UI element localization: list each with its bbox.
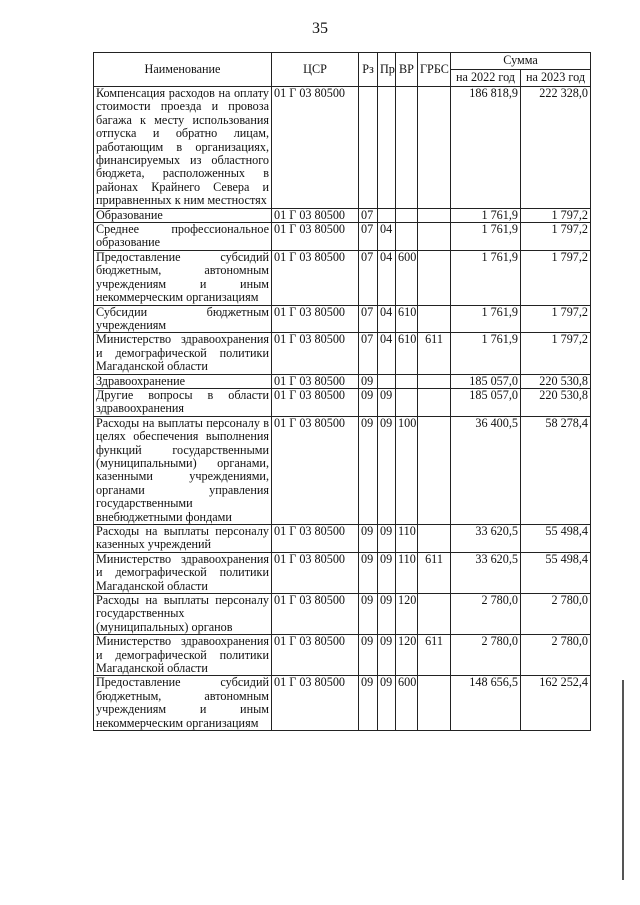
- row-vr: 100: [396, 416, 418, 524]
- row-rz: 09: [359, 525, 378, 553]
- row-pr: [378, 374, 396, 388]
- row-sum-2023: 58 278,4: [521, 416, 591, 524]
- row-sum-2022: 1 761,9: [451, 250, 521, 305]
- row-grbs: 611: [418, 333, 451, 374]
- row-name: Среднее профессиональное образование: [94, 223, 272, 251]
- row-sum-2023: 2 780,0: [521, 635, 591, 676]
- row-sum-2023: 55 498,4: [521, 525, 591, 553]
- row-sum-2022: 185 057,0: [451, 374, 521, 388]
- row-name: Образование: [94, 208, 272, 222]
- row-pr: 09: [378, 635, 396, 676]
- row-sum-2023: 162 252,4: [521, 676, 591, 731]
- row-pr: 09: [378, 552, 396, 593]
- row-rz: 07: [359, 208, 378, 222]
- table-row: [94, 635, 591, 676]
- row-vr: [396, 223, 418, 251]
- row-sum-2023: 1 797,2: [521, 208, 591, 222]
- header-vr: ВР: [396, 53, 418, 87]
- row-grbs: [418, 525, 451, 553]
- row-sum-2022: 1 761,9: [451, 305, 521, 333]
- row-csr: 01 Г 03 80500: [272, 250, 359, 305]
- header-csr: ЦСР: [272, 53, 359, 87]
- row-pr: 04: [378, 250, 396, 305]
- row-grbs: [418, 305, 451, 333]
- header-name: Наименование: [94, 53, 272, 87]
- row-sum-2022: 2 780,0: [451, 594, 521, 635]
- row-grbs: [418, 594, 451, 635]
- table-row: [94, 208, 591, 222]
- row-grbs: 611: [418, 552, 451, 593]
- row-name: Предоставление субсидий бюджетным, автономным учреждениям и иным некоммерческим организациям: [94, 250, 272, 305]
- row-sum-2023: 220 530,8: [521, 374, 591, 388]
- row-name: Предоставление субсидий бюджетным, автономным учреждениям и иным некоммерческим организациям: [94, 676, 272, 731]
- row-vr: [396, 87, 418, 209]
- row-name: Министерство здравоохранения и демографической политики Магаданской области: [94, 333, 272, 374]
- row-vr: [396, 388, 418, 416]
- row-rz: 09: [359, 388, 378, 416]
- row-sum-2023: 222 328,0: [521, 87, 591, 209]
- row-pr: 04: [378, 223, 396, 251]
- row-csr: 01 Г 03 80500: [272, 333, 359, 374]
- row-grbs: [418, 416, 451, 524]
- row-grbs: [418, 676, 451, 731]
- row-csr: 01 Г 03 80500: [272, 374, 359, 388]
- row-rz: 09: [359, 635, 378, 676]
- table-row: [94, 552, 591, 593]
- row-csr: 01 Г 03 80500: [272, 676, 359, 731]
- row-sum-2022: 1 761,9: [451, 333, 521, 374]
- row-csr: 01 Г 03 80500: [272, 223, 359, 251]
- row-rz: 09: [359, 374, 378, 388]
- row-sum-2023: 1 797,2: [521, 250, 591, 305]
- row-sum-2022: 185 057,0: [451, 388, 521, 416]
- row-sum-2023: 1 797,2: [521, 333, 591, 374]
- row-csr: 01 Г 03 80500: [272, 388, 359, 416]
- row-name: Субсидии бюджетным учреждениям: [94, 305, 272, 333]
- row-csr: 01 Г 03 80500: [272, 594, 359, 635]
- row-pr: 09: [378, 525, 396, 553]
- table-row: [94, 525, 591, 553]
- row-pr: 09: [378, 594, 396, 635]
- row-pr: 09: [378, 416, 396, 524]
- row-vr: 610: [396, 333, 418, 374]
- header-grbs: ГРБС: [418, 53, 451, 87]
- header-year-2023: на 2023 год: [521, 70, 591, 87]
- header-pr: Пр: [378, 53, 396, 87]
- row-csr: 01 Г 03 80500: [272, 208, 359, 222]
- row-vr: 600: [396, 676, 418, 731]
- row-rz: 09: [359, 552, 378, 593]
- row-csr: 01 Г 03 80500: [272, 416, 359, 524]
- header-year-2022: на 2022 год: [451, 70, 521, 87]
- table-row: [94, 87, 591, 209]
- row-sum-2022: 1 761,9: [451, 223, 521, 251]
- row-name: Министерство здравоохранения и демографической политики Магаданской области: [94, 635, 272, 676]
- row-rz: 07: [359, 333, 378, 374]
- page-number: 35: [312, 20, 328, 37]
- row-pr: 09: [378, 388, 396, 416]
- row-sum-2023: 55 498,4: [521, 552, 591, 593]
- row-name: Здравоохранение: [94, 374, 272, 388]
- table-row: [94, 250, 591, 305]
- row-pr: [378, 208, 396, 222]
- row-vr: [396, 374, 418, 388]
- table-row: [94, 333, 591, 374]
- row-csr: 01 Г 03 80500: [272, 635, 359, 676]
- row-grbs: [418, 250, 451, 305]
- row-pr: [378, 87, 396, 209]
- row-rz: 07: [359, 223, 378, 251]
- row-sum-2022: 148 656,5: [451, 676, 521, 731]
- row-sum-2023: 1 797,2: [521, 223, 591, 251]
- row-grbs: 611: [418, 635, 451, 676]
- row-rz: 09: [359, 676, 378, 731]
- row-sum-2023: 220 530,8: [521, 388, 591, 416]
- header-sum: Сумма: [451, 53, 591, 70]
- row-vr: 120: [396, 594, 418, 635]
- row-vr: 110: [396, 552, 418, 593]
- row-grbs: [418, 87, 451, 209]
- row-pr: 09: [378, 676, 396, 731]
- row-pr: 04: [378, 305, 396, 333]
- row-vr: 610: [396, 305, 418, 333]
- row-grbs: [418, 388, 451, 416]
- row-pr: 04: [378, 333, 396, 374]
- header-rz: Рз: [359, 53, 378, 87]
- table-row: [94, 374, 591, 388]
- row-csr: 01 Г 03 80500: [272, 552, 359, 593]
- row-vr: 600: [396, 250, 418, 305]
- table-row: [94, 594, 591, 635]
- row-csr: 01 Г 03 80500: [272, 525, 359, 553]
- row-sum-2022: 2 780,0: [451, 635, 521, 676]
- row-sum-2022: 33 620,5: [451, 525, 521, 553]
- row-rz: 07: [359, 305, 378, 333]
- row-sum-2022: 186 818,9: [451, 87, 521, 209]
- row-rz: 09: [359, 594, 378, 635]
- row-grbs: [418, 223, 451, 251]
- row-sum-2022: 1 761,9: [451, 208, 521, 222]
- row-name: Министерство здравоохранения и демографической политики Магаданской области: [94, 552, 272, 593]
- row-csr: 01 Г 03 80500: [272, 87, 359, 209]
- row-rz: 07: [359, 250, 378, 305]
- row-sum-2022: 36 400,5: [451, 416, 521, 524]
- row-vr: 120: [396, 635, 418, 676]
- row-grbs: [418, 208, 451, 222]
- row-sum-2022: 33 620,5: [451, 552, 521, 593]
- row-name: Расходы на выплаты персоналу государственных (муниципальных) органов: [94, 594, 272, 635]
- table-row: [94, 676, 591, 731]
- budget-table: [93, 52, 591, 731]
- row-csr: 01 Г 03 80500: [272, 305, 359, 333]
- row-name: Расходы на выплаты персоналу казенных учреждений: [94, 525, 272, 553]
- row-vr: 110: [396, 525, 418, 553]
- row-rz: [359, 87, 378, 209]
- scan-edge-line: [622, 680, 624, 880]
- table-row: [94, 416, 591, 524]
- row-rz: 09: [359, 416, 378, 524]
- row-name: Компенсация расходов на оплату стоимости проезда и провоза багажа к месту использования отпуска и обратно лицам, работающим в организациях, финансируемых из областного бюджета, расположенных в районах Крайнего Севера и приравненных к ним местностях: [94, 87, 272, 209]
- table-row: [94, 223, 591, 251]
- row-sum-2023: 2 780,0: [521, 594, 591, 635]
- table-row: [94, 305, 591, 333]
- table-row: [94, 388, 591, 416]
- row-grbs: [418, 374, 451, 388]
- row-name: Расходы на выплаты персоналу в целях обеспечения выполнения функций государственными (муниципальными) органами, казенными учреждениями, органами управления государственными внебюджетными фондами: [94, 416, 272, 524]
- row-vr: [396, 208, 418, 222]
- row-name: Другие вопросы в области здравоохранения: [94, 388, 272, 416]
- row-sum-2023: 1 797,2: [521, 305, 591, 333]
